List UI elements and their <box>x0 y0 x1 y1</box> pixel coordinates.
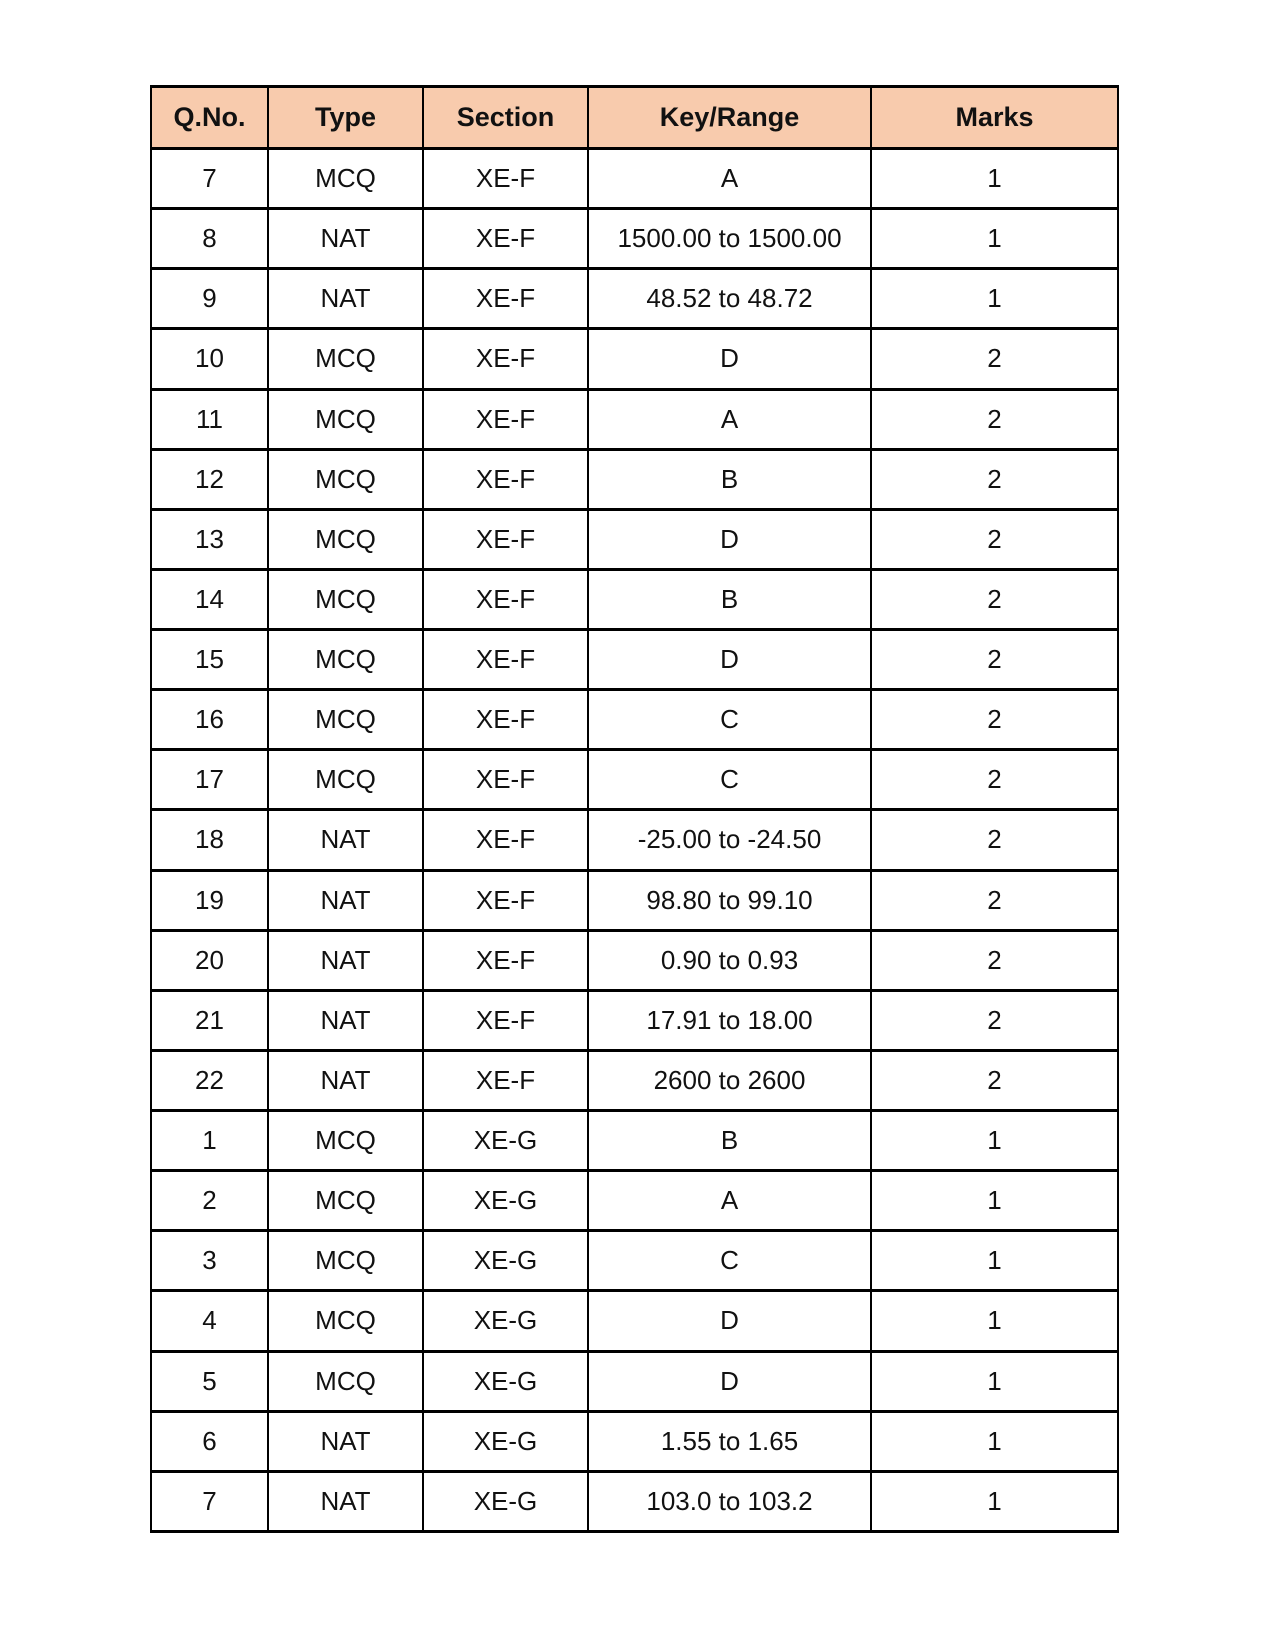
cell-type: NAT <box>268 810 423 870</box>
cell-marks: 2 <box>871 449 1118 509</box>
cell-key-range: -25.00 to -24.50 <box>588 810 871 870</box>
table-row <box>151 389 1118 449</box>
table-row <box>151 870 1118 930</box>
cell-marks: 2 <box>871 690 1118 750</box>
cell-section: XE-G <box>423 1171 588 1231</box>
cell-key-range: D <box>588 329 871 389</box>
cell-section: XE-F <box>423 389 588 449</box>
cell-section: XE-F <box>423 690 588 750</box>
cell-type: NAT <box>268 1471 423 1531</box>
table-row <box>151 269 1118 329</box>
cell-key-range: 1.55 to 1.65 <box>588 1411 871 1471</box>
cell-marks: 1 <box>871 1231 1118 1291</box>
cell-qno: 5 <box>151 1351 268 1411</box>
cell-qno: 6 <box>151 1411 268 1471</box>
cell-key-range: D <box>588 1351 871 1411</box>
cell-key-range: B <box>588 449 871 509</box>
cell-qno: 12 <box>151 449 268 509</box>
header-marks: Marks <box>871 87 1118 149</box>
cell-key-range: 1500.00 to 1500.00 <box>588 209 871 269</box>
table-row <box>151 1291 1118 1351</box>
cell-section: XE-G <box>423 1291 588 1351</box>
cell-section: XE-F <box>423 569 588 629</box>
cell-marks: 2 <box>871 1050 1118 1110</box>
answer-key-table <box>150 85 1119 1533</box>
cell-key-range: D <box>588 630 871 690</box>
cell-qno: 7 <box>151 149 268 209</box>
header-section: Section <box>423 87 588 149</box>
cell-section: XE-F <box>423 149 588 209</box>
cell-qno: 11 <box>151 389 268 449</box>
cell-type: MCQ <box>268 630 423 690</box>
table-row <box>151 1111 1118 1171</box>
cell-section: XE-F <box>423 930 588 990</box>
cell-section: XE-F <box>423 870 588 930</box>
cell-section: XE-G <box>423 1351 588 1411</box>
cell-section: XE-F <box>423 990 588 1050</box>
table-row <box>151 209 1118 269</box>
cell-type: MCQ <box>268 1231 423 1291</box>
table-row <box>151 1171 1118 1231</box>
cell-type: MCQ <box>268 1291 423 1351</box>
cell-qno: 21 <box>151 990 268 1050</box>
cell-qno: 14 <box>151 569 268 629</box>
header-qno: Q.No. <box>151 87 268 149</box>
cell-qno: 16 <box>151 690 268 750</box>
cell-section: XE-F <box>423 449 588 509</box>
table-row <box>151 930 1118 990</box>
cell-marks: 1 <box>871 269 1118 329</box>
table-row <box>151 449 1118 509</box>
cell-key-range: A <box>588 389 871 449</box>
cell-qno: 7 <box>151 1471 268 1531</box>
cell-key-range: 17.91 to 18.00 <box>588 990 871 1050</box>
cell-key-range: A <box>588 1171 871 1231</box>
cell-marks: 2 <box>871 930 1118 990</box>
cell-section: XE-F <box>423 630 588 690</box>
cell-type: MCQ <box>268 149 423 209</box>
cell-section: XE-G <box>423 1411 588 1471</box>
cell-section: XE-F <box>423 750 588 810</box>
cell-marks: 1 <box>871 209 1118 269</box>
cell-key-range: 2600 to 2600 <box>588 1050 871 1110</box>
header-type: Type <box>268 87 423 149</box>
cell-qno: 3 <box>151 1231 268 1291</box>
table-row <box>151 569 1118 629</box>
cell-key-range: B <box>588 569 871 629</box>
cell-qno: 19 <box>151 870 268 930</box>
cell-marks: 1 <box>871 1111 1118 1171</box>
table-body <box>151 149 1118 1532</box>
cell-marks: 2 <box>871 870 1118 930</box>
cell-key-range: B <box>588 1111 871 1171</box>
table-row <box>151 990 1118 1050</box>
cell-type: MCQ <box>268 389 423 449</box>
cell-qno: 22 <box>151 1050 268 1110</box>
cell-qno: 10 <box>151 329 268 389</box>
cell-qno: 1 <box>151 1111 268 1171</box>
cell-marks: 1 <box>871 1291 1118 1351</box>
cell-qno: 15 <box>151 630 268 690</box>
cell-marks: 1 <box>871 1171 1118 1231</box>
cell-marks: 2 <box>871 810 1118 870</box>
cell-marks: 1 <box>871 1351 1118 1411</box>
cell-section: XE-F <box>423 269 588 329</box>
cell-type: NAT <box>268 930 423 990</box>
cell-section: XE-F <box>423 329 588 389</box>
table-row <box>151 1231 1118 1291</box>
table-row <box>151 690 1118 750</box>
cell-marks: 2 <box>871 389 1118 449</box>
cell-section: XE-F <box>423 810 588 870</box>
cell-type: MCQ <box>268 750 423 810</box>
cell-marks: 2 <box>871 630 1118 690</box>
cell-qno: 9 <box>151 269 268 329</box>
table-row <box>151 509 1118 569</box>
cell-section: XE-F <box>423 209 588 269</box>
cell-type: NAT <box>268 269 423 329</box>
header-key-range: Key/Range <box>588 87 871 149</box>
cell-key-range: C <box>588 750 871 810</box>
table-row <box>151 1411 1118 1471</box>
cell-key-range: A <box>588 149 871 209</box>
cell-marks: 1 <box>871 1471 1118 1531</box>
cell-type: MCQ <box>268 569 423 629</box>
cell-type: MCQ <box>268 509 423 569</box>
cell-key-range: C <box>588 1231 871 1291</box>
cell-qno: 8 <box>151 209 268 269</box>
cell-qno: 20 <box>151 930 268 990</box>
cell-qno: 13 <box>151 509 268 569</box>
cell-qno: 4 <box>151 1291 268 1351</box>
table-row <box>151 630 1118 690</box>
cell-section: XE-G <box>423 1231 588 1291</box>
cell-type: MCQ <box>268 1171 423 1231</box>
cell-marks: 2 <box>871 990 1118 1050</box>
cell-type: NAT <box>268 990 423 1050</box>
cell-type: MCQ <box>268 449 423 509</box>
cell-key-range: D <box>588 1291 871 1351</box>
table-row <box>151 1471 1118 1531</box>
cell-type: MCQ <box>268 690 423 750</box>
cell-key-range: 103.0 to 103.2 <box>588 1471 871 1531</box>
table-row <box>151 329 1118 389</box>
cell-marks: 2 <box>871 750 1118 810</box>
cell-type: MCQ <box>268 329 423 389</box>
cell-section: XE-F <box>423 1050 588 1110</box>
cell-qno: 2 <box>151 1171 268 1231</box>
header-row <box>151 87 1118 149</box>
cell-section: XE-G <box>423 1471 588 1531</box>
table-row <box>151 149 1118 209</box>
cell-type: NAT <box>268 870 423 930</box>
cell-marks: 1 <box>871 149 1118 209</box>
cell-type: NAT <box>268 209 423 269</box>
cell-section: XE-F <box>423 509 588 569</box>
cell-marks: 1 <box>871 1411 1118 1471</box>
cell-key-range: 0.90 to 0.93 <box>588 930 871 990</box>
cell-type: MCQ <box>268 1351 423 1411</box>
table-row <box>151 750 1118 810</box>
cell-marks: 2 <box>871 329 1118 389</box>
cell-marks: 2 <box>871 569 1118 629</box>
cell-type: NAT <box>268 1411 423 1471</box>
table-row <box>151 1050 1118 1110</box>
cell-qno: 17 <box>151 750 268 810</box>
cell-key-range: 48.52 to 48.72 <box>588 269 871 329</box>
cell-key-range: D <box>588 509 871 569</box>
cell-key-range: C <box>588 690 871 750</box>
cell-key-range: 98.80 to 99.10 <box>588 870 871 930</box>
cell-marks: 2 <box>871 509 1118 569</box>
cell-qno: 18 <box>151 810 268 870</box>
cell-type: NAT <box>268 1050 423 1110</box>
table-row <box>151 810 1118 870</box>
cell-type: MCQ <box>268 1111 423 1171</box>
cell-section: XE-G <box>423 1111 588 1171</box>
table-row <box>151 1351 1118 1411</box>
